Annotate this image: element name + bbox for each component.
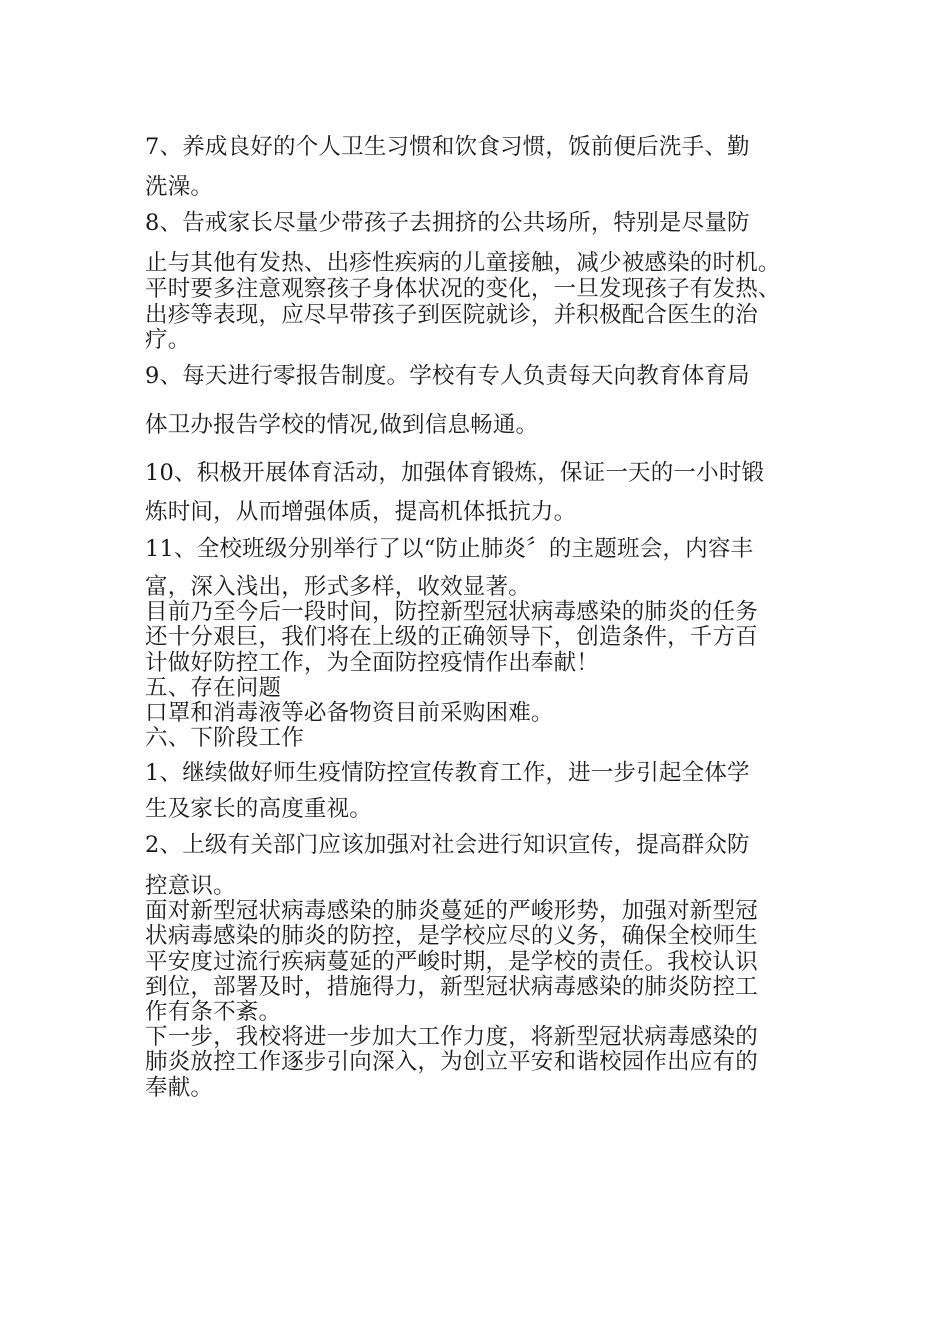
text-line: 五、存在问题: [145, 675, 282, 701]
text-line: 11、全校班级分别举行了以“防止肺炎〞的主题班会，内容丰: [145, 536, 754, 562]
text-line: 面对新型冠状病毒感染的肺炎蔓延的严峻形势，加强对新型冠: [145, 898, 758, 924]
text-line: 体卫办报告学校的情况,做到信息畅通。: [145, 412, 539, 438]
text-line: 作有条不紊。: [145, 999, 282, 1025]
text-line: 9、每天进行零报告制度。学校有专人负责每天向教育体育局: [145, 363, 750, 389]
text-line: 到位，部署及时，措施得力，新型冠状病毒感染的肺炎防控工: [145, 974, 758, 1000]
text-line: 生及家长的高度重视。: [145, 796, 373, 822]
text-line: 7、养成良好的个人卫生习惯和饮食习惯，饭前便后洗手、勤: [145, 134, 750, 160]
text-line: 10、积极开展体育活动，加强体育锻炼，保证一天的一小时锻: [145, 460, 765, 486]
text-line: 平安度过流行疾病蔓延的严峻时期，是学校的责任。我校认识: [145, 949, 758, 975]
text-line: 还十分艰巨，我们将在上级的正确领导下，创造条件，千方百: [145, 624, 758, 650]
text-line: 口罩和消毒液等必备物资目前采购困难。: [145, 700, 554, 726]
text-line: 目前乃至今后一段时间，防控新型冠状病毒感染的肺炎的任务: [145, 599, 758, 625]
text-line: 出疹等表现，应尽早带孩子到医院就诊，并积极配合医生的治: [145, 302, 758, 328]
text-line: 计做好防控工作，为全面防控疫情作出奉献！: [145, 650, 600, 676]
text-line: 8、告戒家长尽量少带孩子去拥挤的公共场所，特别是尽量防: [145, 210, 750, 236]
text-line: 1、继续做好师生疫情防控宣传教育工作，进一步引起全体学: [145, 760, 750, 786]
text-line: 下一步，我校将进一步加大工作力度，将新型冠状病毒感染的: [145, 1024, 758, 1050]
text-line: 2、上级有关部门应该加强对社会进行知识宣传，提高群众防: [145, 832, 750, 858]
text-line: 平时要多注意观察孩子身体状况的变化，一旦发现孩子有发热、: [145, 276, 781, 302]
text-line: 疗。: [145, 327, 191, 353]
text-line: 奉献。: [145, 1075, 214, 1101]
text-line: 肺炎放控工作逐步引向深入，为创立平安和谐校园作出应有的: [145, 1049, 758, 1075]
text-line: 控意识。: [145, 873, 236, 899]
text-line: 状病毒感染的肺炎的防控，是学校应尽的义务，确保全校师生: [145, 923, 758, 949]
text-line: 炼时间，从而增强体质，提高机体抵抗力。: [145, 499, 577, 525]
text-line: 洗澡。: [145, 174, 214, 200]
text-line: 止与其他有发热、出疹性疾病的儿童接触，减少被感染的时机。: [145, 250, 781, 276]
text-line: 六、下阶段工作: [145, 725, 304, 751]
text-line: 富，深入浅出，形式多样，收效显著。: [145, 574, 531, 600]
